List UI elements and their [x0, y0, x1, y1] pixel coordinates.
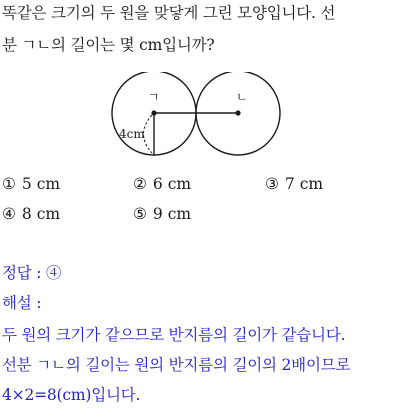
choice-number: ③ [265, 175, 279, 193]
choice-number: ⑤ [133, 205, 147, 223]
choice-number: ② [133, 175, 147, 193]
point-g [151, 110, 156, 115]
explanation-heading: 해설 : [2, 294, 42, 312]
choice-3[interactable] [265, 173, 323, 195]
choice-text: 9 cm [152, 205, 192, 223]
choice-text: 5 cm [21, 175, 61, 193]
question-line-2: 분 ㄱㄴ의 길이는 몇 cm입니까? [2, 36, 215, 54]
explanation-line-3: 4×2=8(cm)입니다. [2, 386, 141, 404]
label-n: ㄴ [236, 90, 248, 104]
point-n [235, 110, 240, 115]
choice-text: 6 cm [152, 175, 192, 193]
answer-line: 정답 : ④ [2, 264, 62, 282]
choice-number: ① [2, 175, 16, 193]
figure-svg [105, 72, 295, 158]
choice-2[interactable] [133, 173, 191, 195]
choice-4[interactable] [2, 203, 60, 225]
two-circles-figure [105, 72, 295, 158]
choice-text: 8 cm [21, 205, 61, 223]
choice-text: 7 cm [284, 175, 324, 193]
radius-brace [144, 115, 153, 153]
label-g: ㄱ [148, 90, 160, 104]
explanation-line-2: 선분 ㄱㄴ의 길이는 원의 반지름의 길이의 2배이므로 [2, 356, 351, 374]
explanation-line-1: 두 원의 크기가 같으므로 반지름의 길이가 같습니다. [2, 326, 346, 344]
choice-5[interactable] [133, 203, 191, 225]
choice-number: ④ [2, 205, 16, 223]
radius-label: 4cm [119, 127, 145, 141]
choice-1[interactable] [2, 173, 60, 195]
question-line-1: 똑같은 크기의 두 원을 맞닿게 그린 모양입니다. 선 [2, 4, 336, 22]
